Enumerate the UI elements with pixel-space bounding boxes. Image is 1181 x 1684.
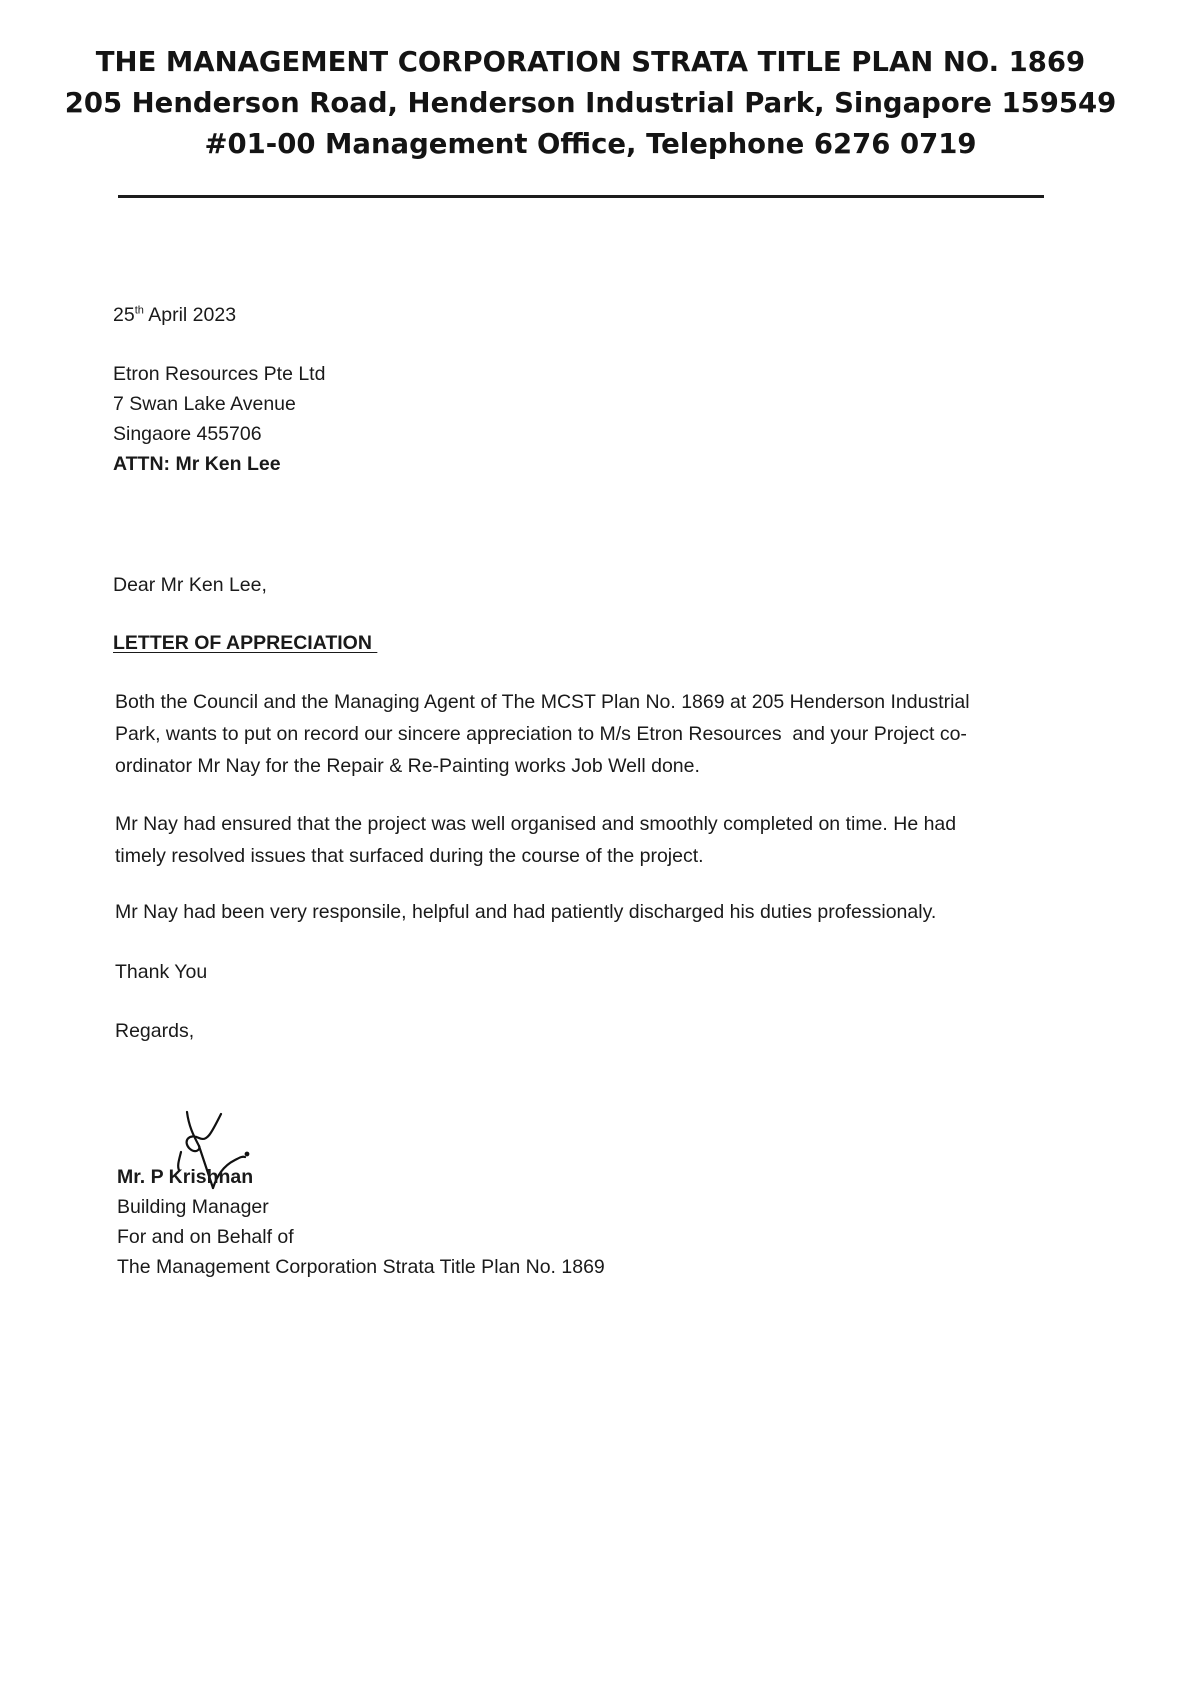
signatory-name: Mr. P Krishnan — [117, 1166, 254, 1188]
body-paragraph-1 — [115, 686, 1055, 782]
signatory-block — [117, 1162, 605, 1282]
recipient-attn: ATTN: Mr Ken Lee — [113, 453, 281, 475]
body-line: Mr Nay had been very responsile, helpful and had patiently discharged his duties professionaly. — [115, 901, 937, 923]
date-month-year: April 2023 — [143, 304, 237, 326]
recipient-address — [113, 359, 325, 479]
body-line: Both the Council and the Managing Agent of The MCST Plan No. 1869 at 205 Henderson Industrial — [115, 691, 970, 713]
letterhead-office-phone: #01-00 Management Office, Telephone 6276 0719 — [204, 128, 977, 160]
body-line: Mr Nay had ensured that the project was well organised and smoothly completed on time. He had — [115, 813, 957, 835]
letterhead-address: 205 Henderson Road, Henderson Industrial Park, Singapore 159549 — [64, 87, 1117, 119]
closing-regards: Regards, — [115, 1020, 195, 1042]
body-line: Park, wants to put on record our sincere appreciation to M/s Etron Resources and your Project co- — [115, 723, 967, 745]
body-paragraph-3 — [115, 896, 1055, 928]
letterhead — [0, 42, 1181, 165]
closing-thanks: Thank You — [115, 961, 208, 983]
recipient-company: Etron Resources Pte Ltd — [113, 363, 326, 385]
signatory-org: The Management Corporation Strata Title Plan No. 1869 — [117, 1256, 605, 1278]
letterhead-divider — [118, 195, 1044, 198]
date-suffix: th — [134, 304, 144, 317]
letterhead-org-name: THE MANAGEMENT CORPORATION STRATA TITLE PLAN NO. 1869 — [95, 46, 1086, 78]
body-paragraph-2 — [115, 808, 1055, 872]
body-line: ordinator Mr Nay for the Repair & Re-Painting works Job Well done. — [115, 755, 700, 777]
subject-heading: LETTER OF APPRECIATION — [113, 632, 378, 654]
date-day: 25 — [113, 304, 135, 326]
salutation: Dear Mr Ken Lee, — [113, 574, 267, 596]
letter-date — [113, 300, 236, 330]
recipient-city: Singaore 455706 — [113, 423, 262, 445]
signatory-title: Building Manager — [117, 1196, 269, 1218]
body-line: timely resolved issues that surfaced during the course of the project. — [115, 845, 704, 867]
signatory-behalf: For and on Behalf of — [117, 1226, 294, 1248]
recipient-street: 7 Swan Lake Avenue — [113, 393, 296, 415]
